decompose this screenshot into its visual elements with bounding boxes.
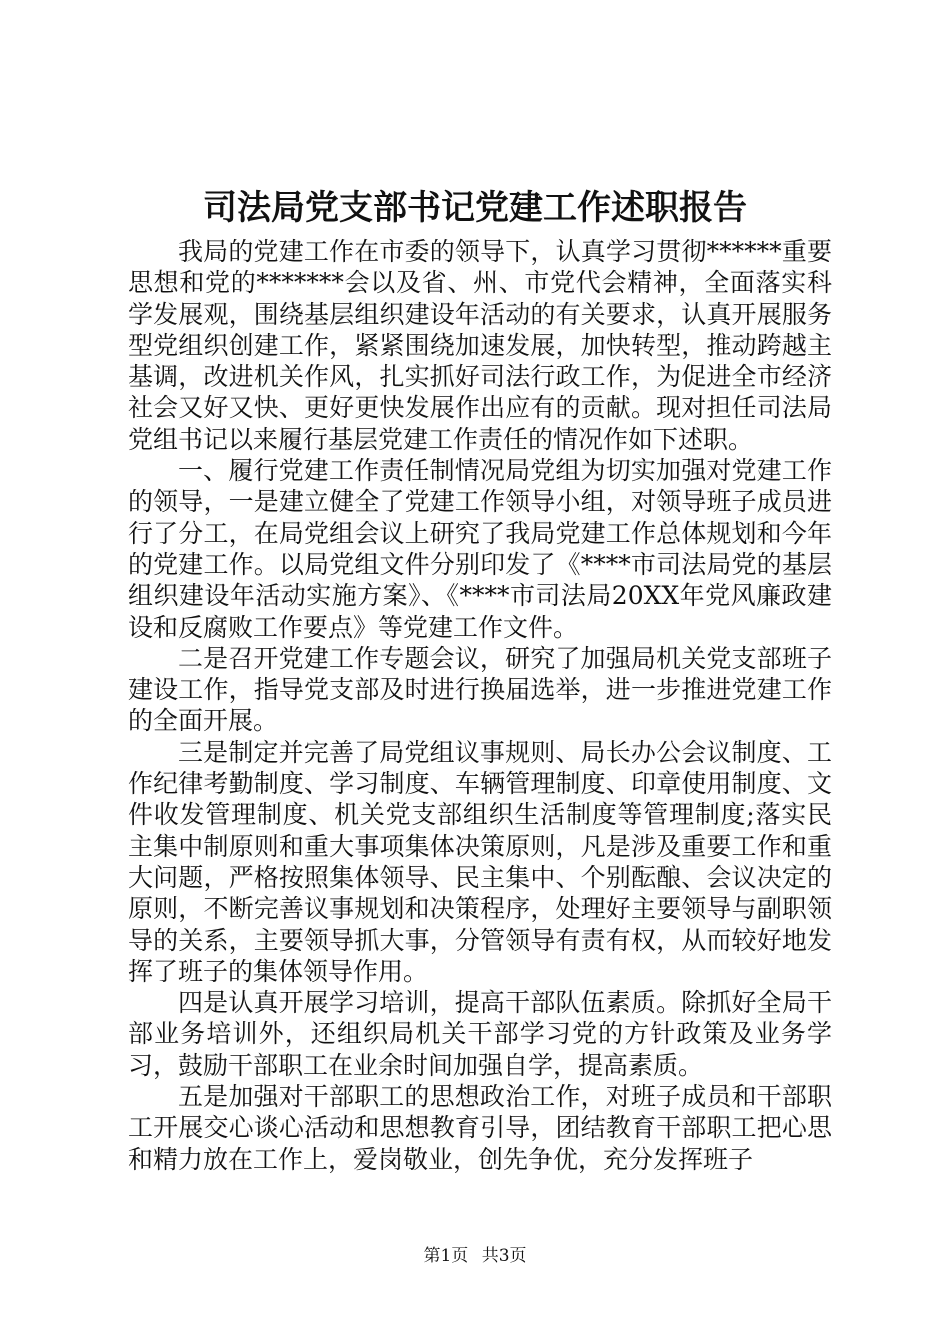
paragraph-item-3: 三是制定并完善了局党组议事规则、局长办公会议制度、工作纪律考勤制度、学习制度、车辆管理制度、印章使用制度、文件收发管理制度、机关党支部组织生活制度等管理制度;落实民主集中制原则和重大事项集体决策原则，凡是涉及重要工作和重大问题，严格按照集体领导、民主集中、个别酝酿、会议决定的原则，不断完善议事规划和决策程序，处理好主要领导与副职领导的关系，主要领导抓大事，分管领导有责有权，从而较好地发挥了班子的集体领导作用。 — [128, 737, 832, 986]
document-body — [128, 236, 832, 1175]
paragraph-item-4: 四是认真开展学习培训，提高干部队伍素质。除抓好全局干部业务培训外，还组织局机关干部学习党的方针政策及业务学习，鼓励干部职工在业余时间加强自学，提高素质。 — [128, 988, 832, 1080]
paragraph-item-5: 五是加强对干部职工的思想政治工作，对班子成员和干部职工开展交心谈心活动和思想教育引导，团结教育干部职工把心思和精力放在工作上，爱岗敬业，创先争优，充分发挥班子 — [128, 1082, 832, 1174]
paragraph-item-2: 二是召开党建工作专题会议，研究了加强局机关党支部班子建设工作，指导党支部及时进行换届选举，进一步推进党建工作的全面开展。 — [128, 643, 832, 736]
document-title: 司法局党支部书记党建工作述职报告 — [203, 188, 747, 228]
paragraph-section-1: 一、履行党建工作责任制情况局党组为切实加强对党建工作的领导，一是建立健全了党建工作领导小组，对领导班子成员进行了分工，在局党组会议上研究了我局党建工作总体规划和今年的党建工作。以局党组文件分别印发了《****市司法局党的基层组织建设年活动实施方案》、《****市司法局20XX年党风廉政建设和反腐败工作要点》等党建工作文件。 — [128, 456, 832, 642]
page-number: 第1页 — [423, 1246, 469, 1266]
page-footer — [0, 1244, 950, 1268]
page-total: 共3页 — [481, 1246, 527, 1266]
paragraph-intro: 我局的党建工作在市委的领导下，认真学习贯彻******重要思想和党的*******会以及省、州、市党代会精神，全面落实科学发展观，围绕基层组织建设年活动的有关要求，认真开展服务型党组织创建工作，紧紧围绕加速发展，加快转型，推动跨越主基调，改进机关作风，扎实抓好司法行政工作，为促进全市经济社会又好又快、更好更快发展作出应有的贡献。现对担任司法局党组书记以来履行基层党建工作责任的情况作如下述职。 — [128, 237, 832, 454]
